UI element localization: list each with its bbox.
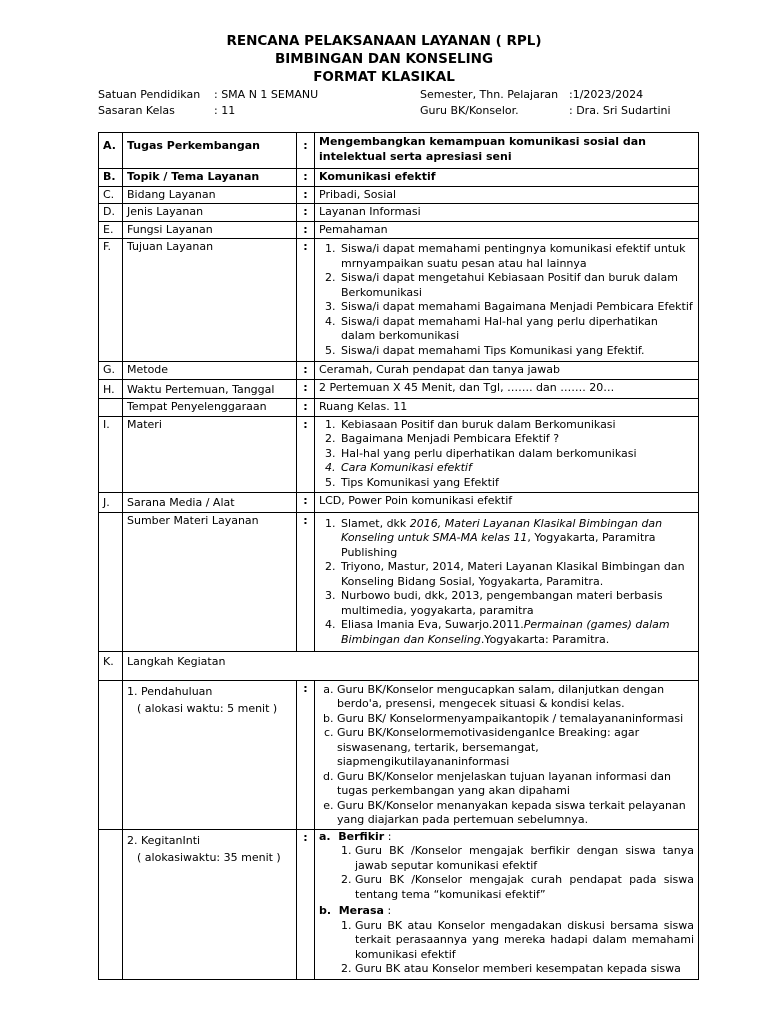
- row-colon: :: [297, 169, 315, 187]
- materi-value: [315, 416, 699, 493]
- row-label: Bidang Layanan: [123, 186, 297, 204]
- list-item: a. Guru BK/Konselor mengucapkan salam, dilanjutkan dengan berdo'a, presensi, mengecek situasi & kondisi kelas.: [337, 683, 694, 712]
- tempat-value: Ruang Kelas. 11: [315, 399, 699, 417]
- row-sumber: [99, 512, 699, 652]
- list-item: 4. Siswa/i dapat memahami Hal-hal yang perlu diperhatikan dalam berkomunikasi: [339, 315, 694, 344]
- row-letter-empty: [99, 680, 123, 829]
- step-time: ( alokasi waktu: 5 menit ): [137, 702, 278, 715]
- row-label: Topik / Tema Layanan: [123, 169, 297, 187]
- satuan-label: Satuan Pendidikan: [98, 88, 201, 101]
- row-letter-empty: [99, 512, 123, 652]
- row-kegiatan-inti: [99, 829, 699, 979]
- row-colon: :: [297, 204, 315, 222]
- pendahuluan-value: [315, 680, 699, 829]
- rpl-table: [98, 132, 699, 980]
- source-text: .Yogyakarta: Paramitra.: [480, 632, 610, 646]
- list-item: 3. Siswa/i dapat memahami Bagaimana Menjadi Pembicara Efektif: [339, 300, 694, 315]
- row-letter: F.: [99, 239, 123, 362]
- row-langkah: [99, 652, 699, 681]
- row-letter: A.: [99, 133, 123, 169]
- list-item: 1. Guru BK atau Konselor mengadakan diskusi bersama siswa terkait perasaannya yang mereka hadapi dalam memahami komunikasi efektif: [355, 919, 694, 963]
- list-item: [339, 517, 694, 561]
- doc-title-line1: RENCANA PELAKSANAAN LAYANAN ( RPL): [226, 33, 542, 49]
- row-label: Metode: [123, 362, 297, 380]
- list-item: 2. Bagaimana Menjadi Pembicara Efektif ?: [339, 432, 694, 447]
- list-item: 1. Kebiasaan Positif dan buruk dalam Berkomunikasi: [339, 418, 694, 433]
- row-letter: H.: [99, 379, 123, 399]
- row-tugas-perkembangan: [99, 133, 699, 169]
- row-pendahuluan: [99, 680, 699, 829]
- list-item: c. Guru BK/KonselormemotivasidenganIce Breaking: agar siswasenang, tertarik, bersemangat, siapmengikutilayananinformasi: [337, 726, 694, 770]
- doc-title-line3: FORMAT KLASIKAL: [313, 69, 455, 85]
- step-title: 1. Pendahuluan: [127, 684, 213, 698]
- row-letter: J.: [99, 493, 123, 513]
- row-colon: :: [297, 239, 315, 362]
- row-metode: [99, 362, 699, 380]
- list-item: 3. Hal-hal yang perlu diperhatikan dalam berkomunikasi: [339, 447, 694, 462]
- list-item: e. Guru BK/Konselor menanyakan kepada siswa terkait pelayanan yang diajarkan pada pertemuan sebelumnya.: [337, 799, 694, 828]
- row-letter: D.: [99, 204, 123, 222]
- tujuan-value: [315, 239, 699, 362]
- row-colon: :: [297, 512, 315, 652]
- row-topik: [99, 169, 699, 187]
- list-item: b. Guru BK/ Konselormenyampaikantopik / temalayananinformasi: [337, 712, 694, 727]
- tugas-perkembangan-value: Mengembangkan kemampuan komunikasi sosial dan intelektual serta apresiasi seni: [315, 133, 699, 169]
- row-colon: :: [297, 493, 315, 513]
- source-title: 2016, Materi Layanan Klasikal Bimbingan dan Konseling untuk SMA-MA kelas 11: [341, 516, 663, 544]
- bidang-value: Pribadi, Sosial: [315, 186, 699, 204]
- list-item: 2. Guru BK /Konselor mengajak curah pendapat pada siswa tentang tema “komunikasi efektif”: [355, 873, 694, 902]
- subsection-colon: :: [384, 829, 392, 843]
- metode-value: Ceramah, Curah pendapat dan tanya jawab: [315, 362, 699, 380]
- row-bidang: [99, 186, 699, 204]
- jenis-value: Layanan Informasi: [315, 204, 699, 222]
- row-letter: G.: [99, 362, 123, 380]
- semester-value: :1/2023/2024: [569, 88, 644, 101]
- source-text: Eliasa Imania Eva, Suwarjo.2011.: [341, 618, 524, 631]
- row-label: Sarana Media / Alat: [123, 493, 297, 513]
- sasaran-value: : 11: [214, 104, 236, 117]
- step-time: ( alokasiwaktu: 35 menit ): [137, 851, 281, 864]
- row-jenis: [99, 204, 699, 222]
- row-label: Waktu Pertemuan, Tanggal: [123, 379, 297, 399]
- row-label: Tempat Penyelenggaraan: [123, 399, 297, 417]
- list-item: 1. Siswa/i dapat memahami pentingnya komunikasi efektif untuk mrnyampaikan suatu pesan atau hal lainnya: [339, 242, 694, 271]
- row-label: Sumber Materi Layanan: [123, 512, 297, 652]
- row-letter-empty: [99, 829, 123, 979]
- source-text: , Yogyakarta, Paramitra Publishing: [341, 531, 656, 559]
- source-title: Permainan (games) dalam Bimbingan dan Konseling: [341, 618, 670, 646]
- topik-value: Komunikasi efektif: [315, 169, 699, 187]
- list-item: 5. Siswa/i dapat memahami Tips Komunikasi yang Efektif.: [339, 344, 694, 359]
- row-colon: :: [297, 186, 315, 204]
- row-letter: E.: [99, 221, 123, 239]
- sasaran-label: Sasaran Kelas: [98, 104, 175, 117]
- row-label: Langkah Kegiatan: [123, 652, 699, 681]
- subsection-colon: :: [383, 904, 392, 917]
- row-label: Jenis Layanan: [123, 204, 297, 222]
- kegiatan-inti-label: [123, 829, 297, 979]
- row-colon: :: [297, 221, 315, 239]
- sarana-value: LCD, Power Poin komunikasi efektif: [315, 493, 699, 513]
- row-fungsi: [99, 221, 699, 239]
- row-waktu: [99, 379, 699, 399]
- source-text: Slamet, dkk: [341, 516, 410, 530]
- step-title: 2. KegitanInti: [127, 833, 201, 847]
- waktu-value: 2 Pertemuan X 45 Menit, dan Tgl, ……. dan ……. 20…: [315, 379, 699, 399]
- row-tempat: [99, 399, 699, 417]
- row-colon: :: [297, 133, 315, 169]
- row-letter: I.: [99, 416, 123, 493]
- row-colon: :: [297, 379, 315, 399]
- list-item: [339, 618, 694, 647]
- row-label: Fungsi Layanan: [123, 221, 297, 239]
- satuan-value: : SMA N 1 SEMANU: [214, 88, 319, 101]
- row-colon: :: [297, 829, 315, 979]
- subsection-title: Berfikir: [338, 829, 385, 843]
- list-item: 1. Guru BK /Konselor mengajak berfikir dengan siswa tanya jawab seputar komunikasi efektif: [355, 844, 694, 873]
- pendahuluan-label: [123, 680, 297, 829]
- kegiatan-inti-value: [315, 829, 699, 979]
- list-item: 2. Guru BK atau Konselor memberi kesempatan kepada siswa: [355, 962, 694, 977]
- row-label: Tujuan Layanan: [123, 239, 297, 362]
- row-colon: :: [297, 680, 315, 829]
- row-letter: K.: [99, 652, 123, 681]
- guru-label: Guru BK/Konselor.: [420, 104, 519, 117]
- subsection-berfikir: a. Berfikir :: [319, 829, 392, 843]
- row-letter: B.: [99, 169, 123, 187]
- list-item: 3. Nurbowo budi, dkk, 2013, pengembangan materi berbasis multimedia, yogyakarta, paramitra: [339, 589, 694, 618]
- row-letter: C.: [99, 186, 123, 204]
- sumber-value: [315, 512, 699, 652]
- fungsi-value: Pemahaman: [315, 221, 699, 239]
- doc-title-line2: BIMBINGAN DAN KONSELING: [274, 51, 494, 67]
- row-materi: [99, 416, 699, 493]
- subsection-merasa: b. Merasa :: [319, 904, 392, 917]
- list-item: 2. Siswa/i dapat mengetahui Kebiasaan Positif dan buruk dalam Berkomunikasi: [339, 271, 694, 300]
- subsection-title: Merasa: [338, 904, 384, 917]
- guru-value: : Dra. Sri Sudartini: [569, 104, 671, 117]
- list-item: 4. Cara Komunikasi efektif: [339, 461, 694, 476]
- row-colon: :: [297, 416, 315, 493]
- row-colon: :: [297, 362, 315, 380]
- list-item: 5. Tips Komunikasi yang Efektif: [339, 476, 694, 491]
- row-label: Tugas Perkembangan: [123, 133, 297, 169]
- row-label: Materi: [123, 416, 297, 493]
- semester-label: Semester, Thn. Pelajaran: [420, 88, 559, 101]
- row-tujuan: [99, 239, 699, 362]
- list-item: d. Guru BK/Konselor menjelaskan tujuan layanan informasi dan tugas perkembangan yang akan dipahami: [337, 770, 694, 799]
- row-colon: :: [297, 399, 315, 417]
- row-sarana: [99, 493, 699, 513]
- list-item: 2. Triyono, Mastur, 2014, Materi Layanan Klasikal Bimbingan dan Konseling Bidang Sosial, Yogyakarta, Paramitra.: [339, 560, 694, 589]
- row-letter-empty: [99, 399, 123, 417]
